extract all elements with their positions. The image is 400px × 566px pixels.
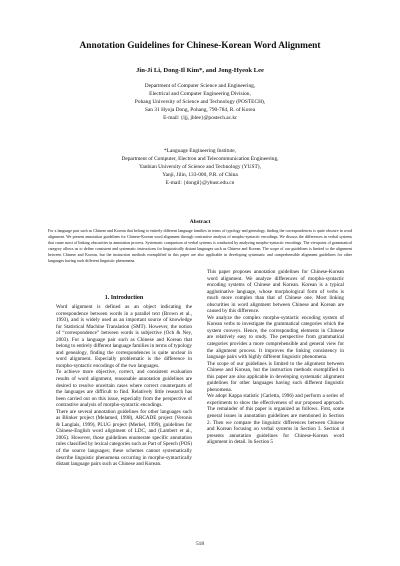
paper-title: Annotation Guidelines for Chinese-Korean Word Alignment xyxy=(79,41,321,51)
paragraph: The scope of our guidelines is limited to the alignment between Chinese and Korean, but the instruction methods exemplified in this paper are also applicable in developing systematic alignment guidelines for other languages having such different linguistic phenomena. xyxy=(207,360,344,393)
page-number: 518 xyxy=(195,541,205,547)
affiliation-line: Department of Computer Science and Engineering, xyxy=(144,83,256,89)
paragraph: To achieve more objective, correct, and consistent evaluation results of word alignment, reasonable annotation guidelines are desired to resolve uncertain cases where correct counterparts of the languages are difficult to find. Relatively little research has been carried out on this issue, especially from the perspective of contrastive analysis of morpho-syntactic encodings. xyxy=(56,369,192,409)
affiliation-line: Department of Computer, Electron and Telecommunication Engineering, xyxy=(121,156,279,163)
paragraph: There are several annotation guidelines for other languages such as Blinker project (Melamed, 1998), ARCADE project (Veronis & Langlais, 1999), PLUG project (Merkel, 1999), guidelines for Chinese-English word alignment of LDC, and (Lambert et al., 2005). However, those guidelines enumerate specific annotation rules classified by lexical categories such as Part of Speech (POS) of the source languages; these schemes cannot systematically describe linguistic phenomena occurring in morpho-syntactically distant language pairs such as Chinese and Korean. xyxy=(56,408,192,468)
paragraph: We adopt Kappa statistic (Carletta, 1996) and perform a series of experiments to show the effectiveness of our proposed approach. The remainder of this paper is organized as follows. First, some general issues in annotation guidelines are mentioned in Section 2. Then we compare the linguistic differences between Chinese and Korean focusing on verbal systems in Section 3. Section 4 presents annotation guidelines for Chinese-Korean word alignment in detail. In Section 5 xyxy=(207,393,344,446)
paragraph: This paper proposes annotation guidelines for Chinese-Korean word alignment. We analyze differences of morpho-syntactic encoding systems of Chinese and Korean. Korean is a typical agglutinative language, whose morphological form of verbs is much more complex than that of Chinese one. Most linking obscurities in word alignment between Chinese and Korean are caused by this difference. xyxy=(207,269,344,315)
affiliation-line: Electrical and Computer Engineering Division, xyxy=(149,91,251,98)
right-column xyxy=(207,269,344,446)
affiliation-line: Pohang University of Science and Technology (POSTECH), xyxy=(134,99,266,106)
affiliation-postech xyxy=(20,82,380,122)
left-column xyxy=(56,304,192,468)
affiliation-email: E-mail: {dongil}@ybust.edu.cn xyxy=(165,180,235,187)
author-list: Jin-Ji Li, Dong-Il Kim*, and Jong-Hyeok Lee xyxy=(136,67,264,74)
affiliation-yust xyxy=(20,147,380,187)
affiliation-line: Yanji, Jilin, 133-000, P.R. of China xyxy=(162,172,238,179)
paragraph: We analyze the complex morpho-syntactic encoding system of Korean verbs to investigate the grammatical categories which the system conveys. Hence, the corresponding elements in Chinese are relatively easy to study. The perspective from grammatical categories provides a more comprehensible and general view for the alignment process. It improves the linking consistency in language pairs with highly different linguistic phenomena. xyxy=(207,314,344,361)
abstract-heading: Abstract xyxy=(189,219,211,225)
paragraph: Word alignment is defined as an object indicating the correspondence between words in a parallel text (Brown et al., 1993), and is widely used as an important source of knowledge for Statistical Machine Translation (SMT). However, the notion of “correspondence” between words is subjective (Och & Ney, 2003). For a language pair such as Chinese and Korean that belong to entirely different language families in terms of typology and genealogy, finding the correspondences is quite unclear in word alignment. Especially problematic is the difference in morpho-syntactic encodings of the two languages. xyxy=(56,304,192,369)
affiliation-line: Yanbian University of Science and Technology (YUST), xyxy=(139,164,261,171)
affiliation-email: E-mail: {ljj, jhlee}@postech.ac.kr xyxy=(163,115,237,122)
abstract-text: For a language pair such as Chinese and Korean that belong to entirely different language families in terms of typology and genealogy, finding the correspondences is quite obscure in word alignment. We present annotation guidelines for Chinese-Korean word alignment through contrastive analysis of morpho-syntactic encodings. We discuss the differences in verbal systems that cause most of linking obscurities in annotation process. Systematic comparison of verbal systems is conducted by analyzing morpho-syntactic encodings. The viewpoint of grammatical category allows us to define consistent and systematic instructions for linguistically distant languages such as Chinese and Korean. The scope of our guidelines is limited to the alignment between Chinese and Korean, but the instruction methods exemplified in this paper are also applicable in developing systematic and comprehensible alignment guidelines for other languages having such different linguistic phenomena. xyxy=(48,228,352,264)
affiliation-line: *Language Engineering Institute, xyxy=(163,148,236,154)
affiliation-line: San 31 Hyoja Dong, Pohang, 790-784, R. of Korea xyxy=(144,107,256,114)
section-heading-introduction: 1. Introduction xyxy=(104,295,144,301)
